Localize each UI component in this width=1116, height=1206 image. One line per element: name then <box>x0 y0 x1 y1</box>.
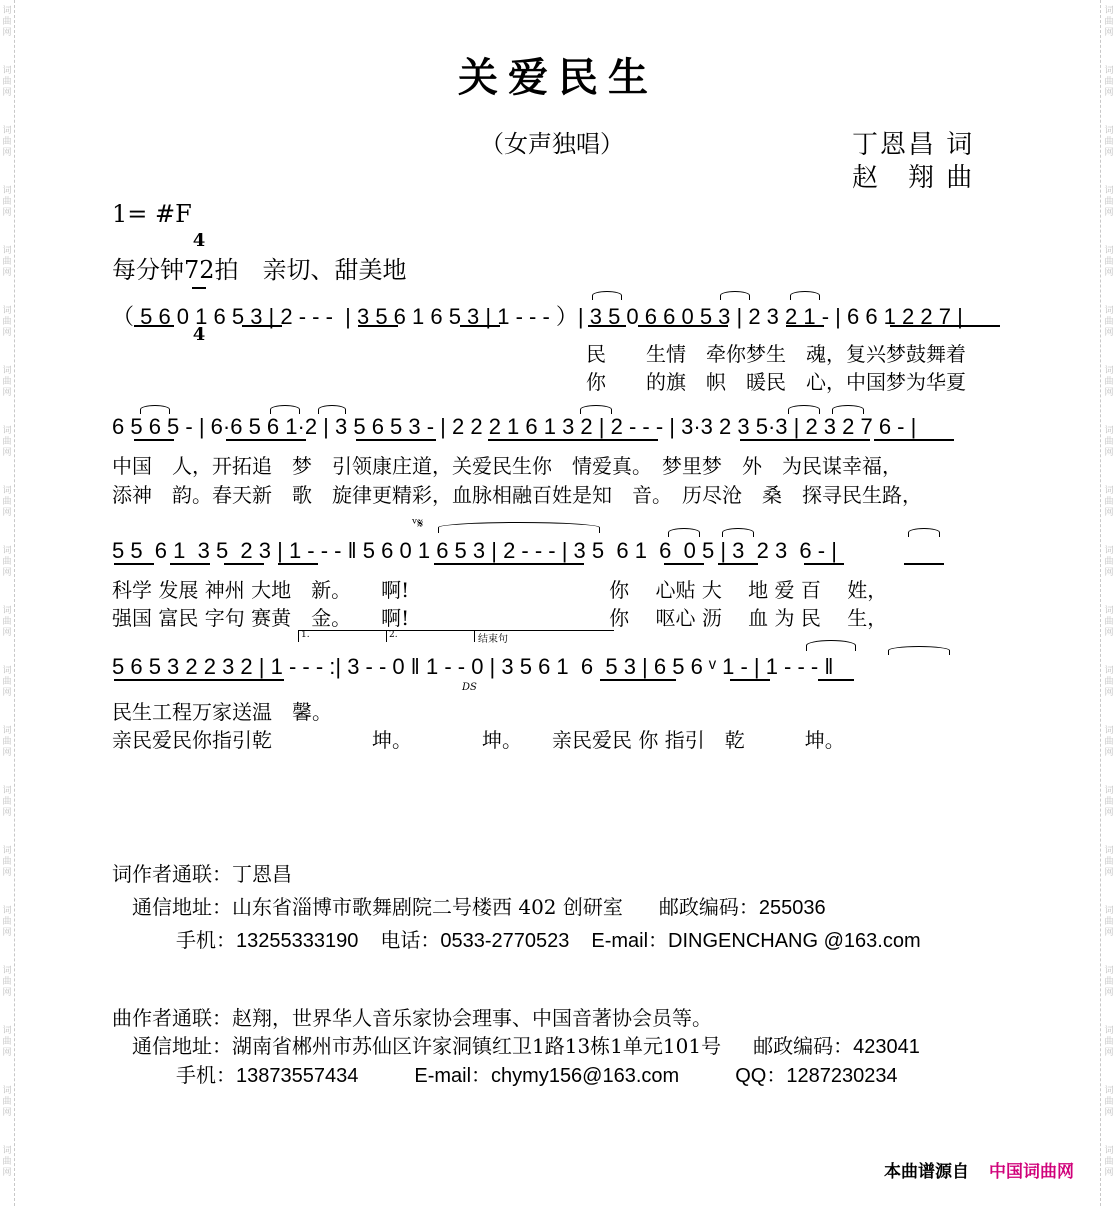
composer-credit: 赵 翔 曲 <box>852 163 975 193</box>
volta-2-label: 2. <box>389 630 398 640</box>
watermark-stamp: 词 曲 网 <box>1104 426 1114 458</box>
performance-type: （女声独唱） <box>480 130 624 158</box>
lyricist-tel: 0533-2770523 <box>440 930 570 952</box>
volta-bracket <box>298 630 614 645</box>
lyricist-credit: 丁恩昌 词 <box>852 130 975 160</box>
watermark-stamp: 词 曲 网 <box>1104 666 1114 698</box>
watermark-stamp: 词 曲 网 <box>2 1086 12 1118</box>
key-signature: 1= #F <box>112 200 192 228</box>
segno-mark: ᵛ𝄋 <box>412 516 424 532</box>
watermark-stamp: 词 曲 网 <box>2 726 12 758</box>
watermark-stamp: 词 曲 网 <box>2 186 12 218</box>
watermark-stamp: 词 曲 网 <box>2 6 12 38</box>
lyricist-postcode-label: 邮政编码： <box>658 895 759 919</box>
score-row-2-lyrics-verse-2: 添神 韵。春天新 歌 旋律更精彩，血脉相融百姓是知 音。 历尽沧 桑 探寻民生路， <box>112 483 922 507</box>
watermark-stamp: 词 曲 网 <box>2 66 12 98</box>
lyricist-address-label: 通信地址： <box>132 895 232 919</box>
composer-address-label: 通信地址： <box>132 1034 232 1058</box>
composer-qq-label: QQ： <box>735 1065 787 1087</box>
lyricist-phone-label: 手机： <box>176 928 236 952</box>
watermark-stamp: 词 曲 网 <box>2 246 12 278</box>
composer-postcode-label: 邮政编码： <box>753 1034 854 1058</box>
watermark-stamp: 词 曲 网 <box>2 966 12 998</box>
composer-email: chymy156@163.com <box>491 1065 680 1087</box>
score-row-3-lyrics-verse-1: 科学 发展 神州 大地 新。 啊! 你 心贴 大 地 爱 百 姓， <box>112 578 888 602</box>
time-signature-top: 4 <box>192 230 206 251</box>
score-row-1-notes: （ 5 6 0 1 6 5 3 | 2 - - - | 3 5 6 1 6 5 3 | 1 - - - ）| 3 5 0 6 6 0 5 3 | 2 3 2 1 - | 6 6 1 2 2 7 | <box>112 304 963 329</box>
watermark-stamp: 词 曲 网 <box>1104 906 1114 938</box>
watermark-stamp: 词 曲 网 <box>1104 846 1114 878</box>
composer-postcode: 423041 <box>853 1036 920 1058</box>
lyricist-contact-line <box>112 858 292 887</box>
lyricist-email: DINGENCHANG @163.com <box>668 930 921 952</box>
watermark-stamp: 词 曲 网 <box>2 786 12 818</box>
composer-phone-line <box>176 1059 898 1088</box>
composer-address: 湖南省郴州市苏仙区许家洞镇红卫1路13栋1单元101号 <box>232 1034 722 1058</box>
composer-contact-label: 曲作者通联： <box>112 1006 232 1030</box>
lyricist-phone: 13255333190 <box>236 930 359 952</box>
watermark-stamp: 词 曲 网 <box>1104 546 1114 578</box>
watermark-stamp: 词 曲 网 <box>2 846 12 878</box>
watermark-stamp: 词 曲 网 <box>1104 726 1114 758</box>
watermark-stamp: 词 曲 网 <box>1104 606 1114 638</box>
composer-email-label: E-mail： <box>414 1065 492 1087</box>
source-site-link[interactable]: 中国词曲网 <box>989 1162 1074 1182</box>
song-title: 关爱民生 <box>458 54 658 101</box>
composer-phone: 13873557434 <box>236 1065 359 1087</box>
watermark-stamp: 词 曲 网 <box>2 666 12 698</box>
score-row-2-lyrics-verse-1: 中国 人，开拓追 梦 引领康庄道，关爱民生你 情爱真。 梦里梦 外 为民谋幸福， <box>112 454 902 478</box>
watermark-stamp: 词 曲 网 <box>2 1026 12 1058</box>
score-row-3-notes: 5 5 6 1 3 5 2 3 | 1 - - - ‖ 5 6 0 1 6 5 3 | 2 - - - | 3 5 6 1 6 0 5 | 3 2 3 6 - | <box>112 538 837 563</box>
score-row-4-lyrics-verse-2: 亲民爱民你指引乾 坤。 坤。 亲民爱民 你 指引 乾 坤。 <box>112 728 845 752</box>
watermark-stamp: 词 曲 网 <box>1104 366 1114 398</box>
score-row-2-notes: 6 5 6 5 - | 6·6 5 6 1·2 | 3 5 6 5 3 - | 2 2 2 1 6 1 3 2 | 2 - - - | 3·3 2 3 5·3 | 2 3 2 7 6 - | <box>112 414 917 439</box>
watermark-stamp: 词 曲 网 <box>1104 126 1114 158</box>
lyricist-name: 丁恩昌 <box>232 862 292 886</box>
lyricist-contact-label: 词作者通联： <box>112 862 232 886</box>
watermark-stamp: 词 曲 网 <box>1104 786 1114 818</box>
watermark-stamp: 词 曲 网 <box>2 606 12 638</box>
lyricist-email-label: E-mail： <box>591 930 669 952</box>
watermark-stamp: 词 曲 网 <box>2 306 12 338</box>
composer-qq: 1287230234 <box>786 1065 898 1087</box>
watermark-stamp: 词 曲 网 <box>1104 966 1114 998</box>
watermark-stamp: 词 曲 网 <box>1104 6 1114 38</box>
score-row-1-lyrics-verse-2: 你 的旗 帜 暖民 心，中国梦为华夏 <box>586 370 966 394</box>
ending-phrase-label: 结束句 <box>478 634 508 645</box>
watermark-stamp: 词 曲 网 <box>1104 486 1114 518</box>
watermark-stamp: 词 曲 网 <box>2 126 12 158</box>
score-row-4-notes: 5 6 5 3 2 2 3 2 | 1 - - - :| 3 - - 0 ‖ 1 - - 0 | 3 5 6 1 6 5 3 | 6 5 6 ᵛ 1 - | 1 - - - ‖ <box>112 654 834 679</box>
watermark-stamp: 词 曲 网 <box>1104 1086 1114 1118</box>
composer-address-line <box>132 1030 920 1059</box>
composer-contact-line <box>112 1002 712 1031</box>
watermark-stamp: 词 曲 网 <box>2 366 12 398</box>
watermark-stamp: 词 曲 网 <box>1104 186 1114 218</box>
watermark-stamp: 词 曲 网 <box>2 1146 12 1178</box>
dal-segno-mark: DS <box>462 682 477 693</box>
score-row-4-lyrics-verse-1: 民生工程万家送温 馨。 <box>112 700 332 724</box>
volta-1-label: 1. <box>301 630 310 640</box>
watermark-stamp: 词 曲 网 <box>1104 1146 1114 1178</box>
time-signature-bottom: 4 <box>192 324 206 345</box>
composer-phone-label: 手机： <box>176 1063 236 1087</box>
score-row-3-lyrics-verse-2: 强国 富民 字句 赛黄 金。 啊! 你 呕心 沥 血 为 民 生， <box>112 606 888 630</box>
watermark-stamp: 词 曲 网 <box>1104 1026 1114 1058</box>
watermark-stamp: 词 曲 网 <box>2 546 12 578</box>
watermark-stamp: 词 曲 网 <box>1104 66 1114 98</box>
score-row-1-lyrics-verse-1: 民 生情 牵你梦生 魂，复兴梦鼓舞着 <box>586 342 966 366</box>
watermark-stamp: 词 曲 网 <box>2 906 12 938</box>
lyricist-postcode: 255036 <box>758 897 826 919</box>
watermark-stamp: 词 曲 网 <box>1104 246 1114 278</box>
source-prefix: 本曲谱源自 <box>884 1162 969 1182</box>
lyricist-address: 山东省淄博市歌舞剧院二号楼西 402 创研室 <box>232 895 623 919</box>
watermark-stamp: 词 曲 网 <box>2 486 12 518</box>
watermark-stamp: 词 曲 网 <box>2 426 12 458</box>
source-credit <box>884 1157 1074 1182</box>
lyricist-tel-label: 电话： <box>380 928 441 952</box>
lyricist-phone-line <box>176 924 921 953</box>
composer-name: 赵翔，世界华人音乐家协会理事、中国音著协会员等。 <box>232 1006 712 1030</box>
tempo-marking: 每分钟72拍 亲切、甜美地 <box>112 256 407 284</box>
watermark-stamp: 词 曲 网 <box>1104 306 1114 338</box>
lyricist-address-line <box>132 891 826 920</box>
